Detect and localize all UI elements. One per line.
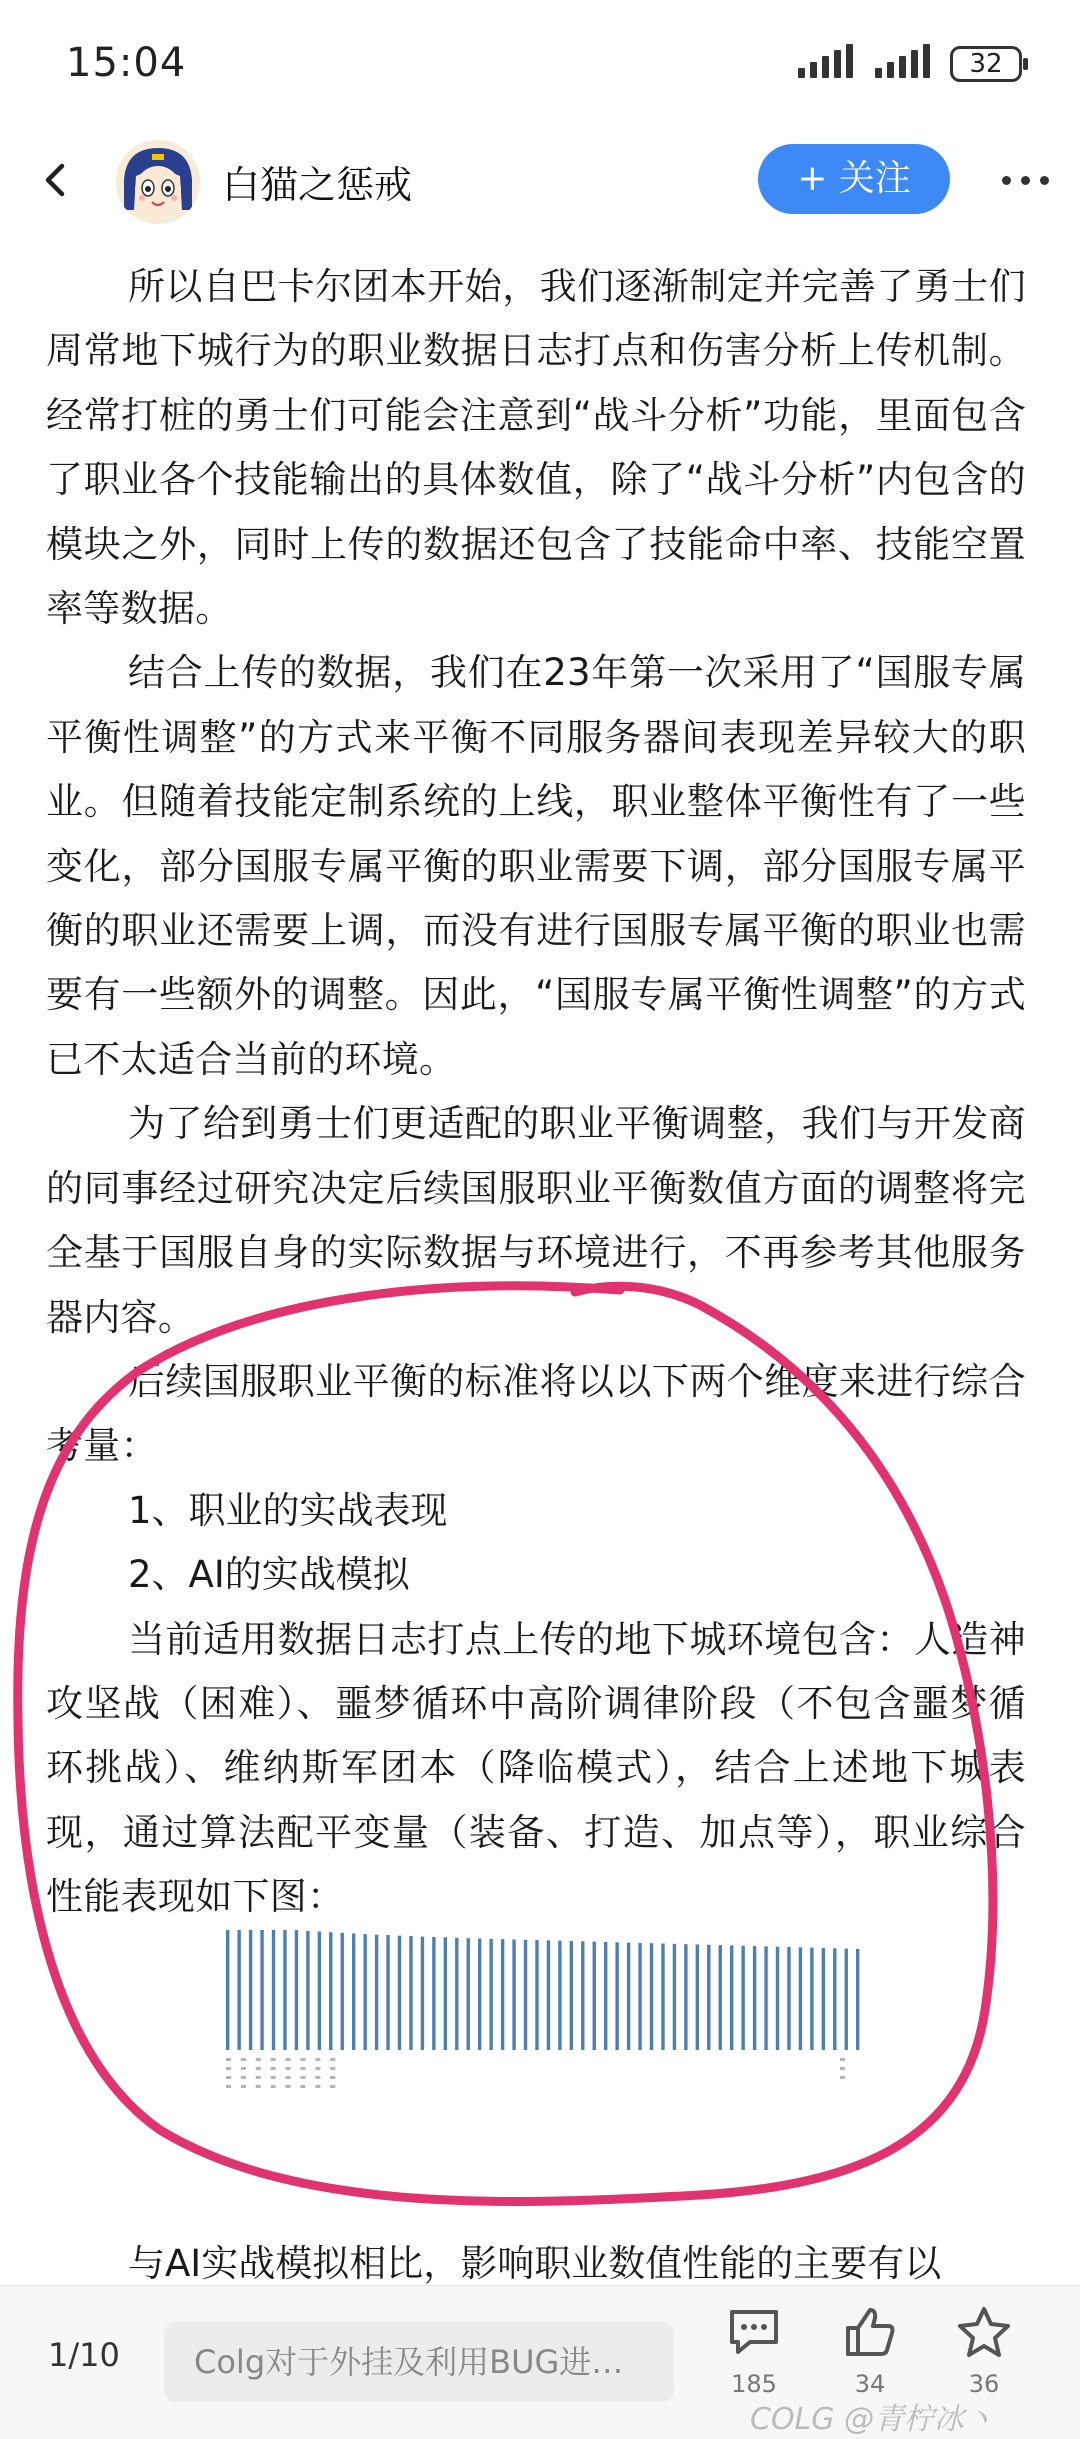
- chart-bar: [363, 1934, 366, 2050]
- chart-tick-label-mark: [315, 2067, 320, 2070]
- chart-tick-label-mark: [271, 2058, 276, 2061]
- chart-bar: [684, 1944, 687, 2050]
- back-button[interactable]: [36, 158, 76, 202]
- chart-bar: [444, 1937, 447, 2050]
- chart-bar: [661, 1944, 664, 2050]
- list-item: 1、职业的实战表现: [128, 1488, 448, 1532]
- chart-tick-label-mark: [241, 2076, 246, 2079]
- favorite-button[interactable]: [944, 2306, 1024, 2398]
- article-paragraph: 结合上传的数据，我们在23年第一次采用了“国服专属平衡性调整”的方式来平衡不同服务器间表现差异较大的职业。但随着技能定制系统的上线，职业整体平衡性有了一些变化，部分国服专属平衡的职业需要下调，部分国服专属平衡的职业还需要上调，而没有进行国服专属平衡的职业也需要有一些额外的调整。因此，“国服专属平衡性调整”的方式已不太适合当前的环境。: [46, 651, 1026, 1081]
- like-count: 34: [854, 2370, 886, 2398]
- chart-tick-label-mark: [330, 2067, 335, 2070]
- chart-bar: [272, 1930, 275, 2050]
- chart-bar: [467, 1938, 470, 2050]
- chart-tick-label-mark: [226, 2076, 231, 2079]
- chart-bar: [776, 1947, 779, 2050]
- post-header: [0, 130, 1080, 230]
- chart-bar: [810, 1948, 813, 2050]
- status-time: 15:04: [66, 40, 187, 86]
- chart-bar: [421, 1937, 424, 2050]
- battery-icon: 32: [950, 46, 1022, 82]
- chart-bar: [249, 1930, 252, 2050]
- chart-tick-label-mark: [241, 2058, 246, 2061]
- chart-bar: [318, 1932, 321, 2050]
- chart-bar: [799, 1947, 802, 2050]
- chart-tick-label-mark: [330, 2085, 335, 2088]
- favorite-count: 36: [968, 2370, 1000, 2398]
- chart-bar: [352, 1933, 355, 2050]
- chart-bar: [581, 1941, 584, 2050]
- author-name[interactable]: 白猫之惩戒: [222, 163, 413, 207]
- chart-bar: [696, 1944, 699, 2050]
- chart-tick-label-mark: [271, 2085, 276, 2088]
- chart-tick-label-mark: [315, 2058, 320, 2061]
- chart-bar: [306, 1931, 309, 2050]
- chart-svg: [0, 1930, 1080, 2160]
- bottom-bar: [0, 2285, 1080, 2439]
- chart-tick-label-mark: [286, 2058, 291, 2061]
- chart-bar: [730, 1945, 733, 2050]
- chart-bar: [833, 1948, 836, 2050]
- chart-tick-label-mark: [330, 2058, 335, 2061]
- chart-bar: [593, 1942, 596, 2050]
- chart-tick-label-mark: [300, 2076, 305, 2079]
- chart-tick-label-mark: [315, 2076, 320, 2079]
- chart-bar: [375, 1935, 378, 2050]
- chart-tick-label-mark: [840, 2076, 845, 2079]
- comment-input[interactable]: Colg对于外挂及利用BUG进…: [164, 2322, 674, 2402]
- back-arrow-icon: [36, 158, 76, 202]
- watermark: COLG @青柠冰丶: [750, 2402, 995, 2437]
- article-paragraph: 为了给到勇士们更适配的职业平衡调整，我们与开发商的同事经过研究决定后续国服职业平衡数值方面的调整将完全基于国服自身的实际数据与环境进行，不再参考其他服务器内容。: [46, 1102, 1026, 1339]
- chart-bar: [638, 1943, 641, 2050]
- chart-tick-label-mark: [256, 2058, 261, 2061]
- chart-tick-label-mark: [840, 2067, 845, 2070]
- chart-tick-label-mark: [286, 2076, 291, 2079]
- chart-bar: [489, 1939, 492, 2050]
- chart-bar: [341, 1933, 344, 2050]
- chart-bar: [753, 1946, 756, 2050]
- chart-bar: [547, 1940, 550, 2050]
- chart-bar: [764, 1946, 767, 2050]
- chart-bar: [512, 1939, 515, 2050]
- chart-tick-label-mark: [330, 2076, 335, 2079]
- chart-bar: [329, 1932, 332, 2050]
- article-trailing-text: 与AI实战模拟相比，影响职业数值性能的主要有以: [128, 2242, 942, 2285]
- chart-bar: [295, 1930, 298, 2050]
- chart-bar: [409, 1936, 412, 2050]
- signal-icons: [798, 44, 930, 78]
- comment-icon: [726, 2306, 782, 2358]
- status-bar: [0, 0, 1080, 130]
- chart-tick-label-mark: [300, 2067, 305, 2070]
- chart-bar: [535, 1940, 538, 2050]
- chart-tick-label-mark: [286, 2067, 291, 2070]
- article-paragraph: 后续国服职业平衡的标准将以以下两个维度来进行综合考量：: [46, 1359, 1026, 1468]
- chart-bar: [570, 1941, 573, 2050]
- signal-icon: [798, 44, 853, 78]
- chart-bar: [260, 1930, 263, 2050]
- chart-bar: [787, 1947, 790, 2050]
- chart-tick-label-mark: [256, 2085, 261, 2088]
- chart-bar: [673, 1944, 676, 2050]
- thumbs-up-icon: [842, 2306, 898, 2358]
- chart-bar: [501, 1939, 504, 2050]
- article-paragraph: 当前适用数据日志打点上传的地下城环境包含：人造神攻坚战（困难）、噩梦循环中高阶调律阶段（不包含噩梦循环挑战）、维纳斯军团本（降临模式），结合上述地下城表现，通过算法配平变量（装备、打造、加点等），职业综合性能表现如下图：: [46, 1617, 1026, 1919]
- chart-tick-label-mark: [226, 2085, 231, 2088]
- chart-tick-label-mark: [271, 2067, 276, 2070]
- comment-count: 185: [731, 2370, 777, 2398]
- chart-bar: [226, 1930, 229, 2050]
- chart-bar: [398, 1936, 401, 2050]
- chart-bar: [707, 1945, 710, 2050]
- chart-tick-label-mark: [300, 2058, 305, 2061]
- chart-tick-label-mark: [300, 2085, 305, 2088]
- chart-bar: [741, 1946, 744, 2050]
- chart-bar: [455, 1938, 458, 2050]
- chart-bar: [856, 1949, 859, 2050]
- chart-bar: [845, 1949, 848, 2050]
- follow-button[interactable]: + 关注: [758, 144, 950, 214]
- chart-tick-label-mark: [256, 2067, 261, 2070]
- chart-bar: [478, 1938, 481, 2050]
- chart-tick-label-mark: [315, 2085, 320, 2088]
- chart-tick-label-mark: [241, 2085, 246, 2088]
- chart-bar: [432, 1937, 435, 2050]
- chart-bar: [615, 1942, 618, 2050]
- chart-bar: [604, 1942, 607, 2050]
- avatar[interactable]: [116, 140, 200, 224]
- list-item: 2、AI的实战模拟: [128, 1553, 410, 1597]
- article-paragraph: 所以自巴卡尔团本开始，我们逐渐制定并完善了勇士们周常地下城行为的职业数据日志打点和伤害分析上传机制。经常打桩的勇士们可能会注意到“战斗分析”功能，里面包含了职业各个技能输出的具体数值，除了“战斗分析”内包含的模块之外，同时上传的数据还包含了技能命中率、技能空置率等数据。: [46, 265, 1026, 631]
- chart-tick-label-mark: [256, 2076, 261, 2079]
- chart-bar: [386, 1935, 389, 2050]
- chart-bar: [650, 1943, 653, 2050]
- performance-chart[interactable]: [0, 1930, 1080, 2160]
- more-options-icon[interactable]: [1002, 176, 1049, 185]
- chart-bar: [627, 1943, 630, 2050]
- chart-bar: [558, 1941, 561, 2050]
- page-indicator[interactable]: 1/10: [48, 2336, 120, 2374]
- chart-bar: [822, 1948, 825, 2050]
- avatar-image: [116, 140, 200, 224]
- signal-icon-2: [875, 44, 930, 78]
- chart-tick-label-mark: [840, 2058, 845, 2061]
- chart-bar: [719, 1945, 722, 2050]
- star-icon: [956, 2306, 1012, 2358]
- chart-bar: [237, 1930, 240, 2050]
- like-button[interactable]: [830, 2306, 910, 2398]
- chart-tick-label-mark: [226, 2058, 231, 2061]
- chart-tick-label-mark: [286, 2085, 291, 2088]
- chart-bar: [283, 1930, 286, 2050]
- chart-bar: [524, 1940, 527, 2050]
- chart-tick-label-mark: [241, 2067, 246, 2070]
- chart-tick-label-mark: [226, 2067, 231, 2070]
- chart-tick-label-mark: [271, 2076, 276, 2079]
- article-body: [46, 255, 1026, 1930]
- comment-button[interactable]: [714, 2306, 794, 2398]
